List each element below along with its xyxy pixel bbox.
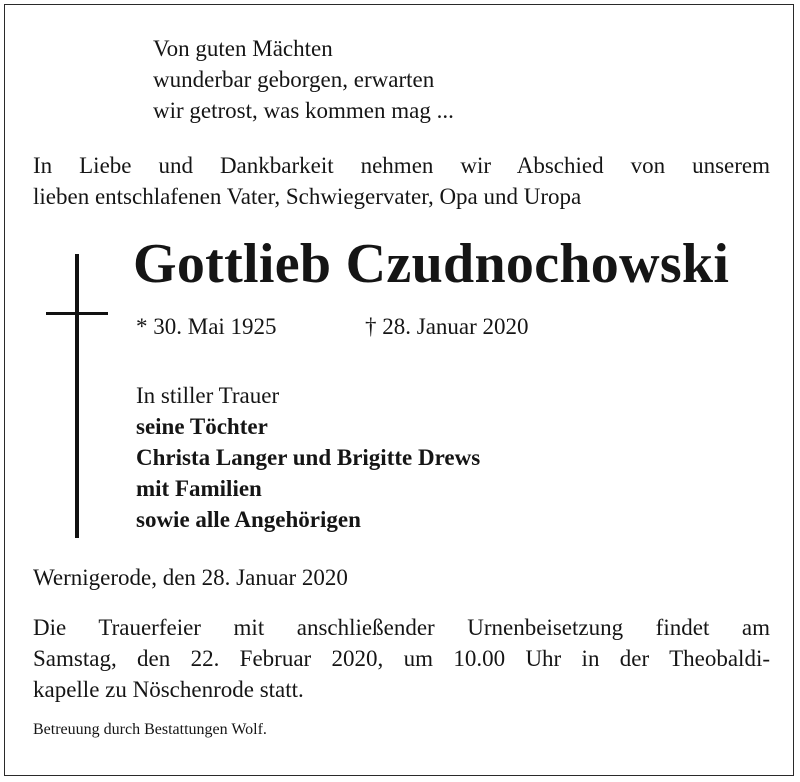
mourners-block bbox=[136, 380, 480, 535]
ceremony-text bbox=[33, 612, 770, 705]
mourner-line: seine Töchter bbox=[136, 414, 268, 439]
intro-line: In Liebe und Dankbarkeit nehmen wir Abschied von unserem bbox=[33, 153, 770, 178]
ceremony-line: kapelle zu Nöschenrode statt. bbox=[33, 677, 304, 702]
funeral-home-note: Betreuung durch Bestattungen Wolf. bbox=[33, 721, 267, 738]
quote-line: Von guten Mächten bbox=[153, 36, 333, 61]
place-and-date: Wernigerode, den 28. Januar 2020 bbox=[33, 565, 348, 590]
mourner-line: mit Familien bbox=[136, 476, 262, 501]
mourner-line: sowie alle Angehörigen bbox=[136, 507, 361, 532]
intro-text bbox=[33, 150, 770, 212]
death-date: † 28. Januar 2020 bbox=[365, 314, 529, 339]
ceremony-line: Die Trauerfeier mit anschließender Urnenbeisetzung findet am bbox=[33, 615, 770, 640]
ceremony-line: Samstag, den 22. Februar 2020, um 10.00 Uhr in der Theobaldi- bbox=[33, 646, 770, 671]
mourners-heading: In stiller Trauer bbox=[136, 383, 280, 408]
cross-symbol-horizontal bbox=[46, 312, 108, 315]
deceased-name: Gottlieb Czudnochowski bbox=[133, 233, 730, 295]
quote-line: wir getrost, was kommen mag ... bbox=[153, 98, 454, 123]
mourner-line: Christa Langer und Brigitte Drews bbox=[136, 445, 481, 470]
cross-symbol-vertical bbox=[75, 254, 79, 538]
intro-line: lieben entschlafenen Vater, Schwiegervater, Opa und Uropa bbox=[33, 184, 582, 209]
quote-block bbox=[153, 33, 454, 126]
birth-date: * 30. Mai 1925 bbox=[136, 314, 277, 339]
quote-line: wunderbar geborgen, erwarten bbox=[153, 67, 435, 92]
